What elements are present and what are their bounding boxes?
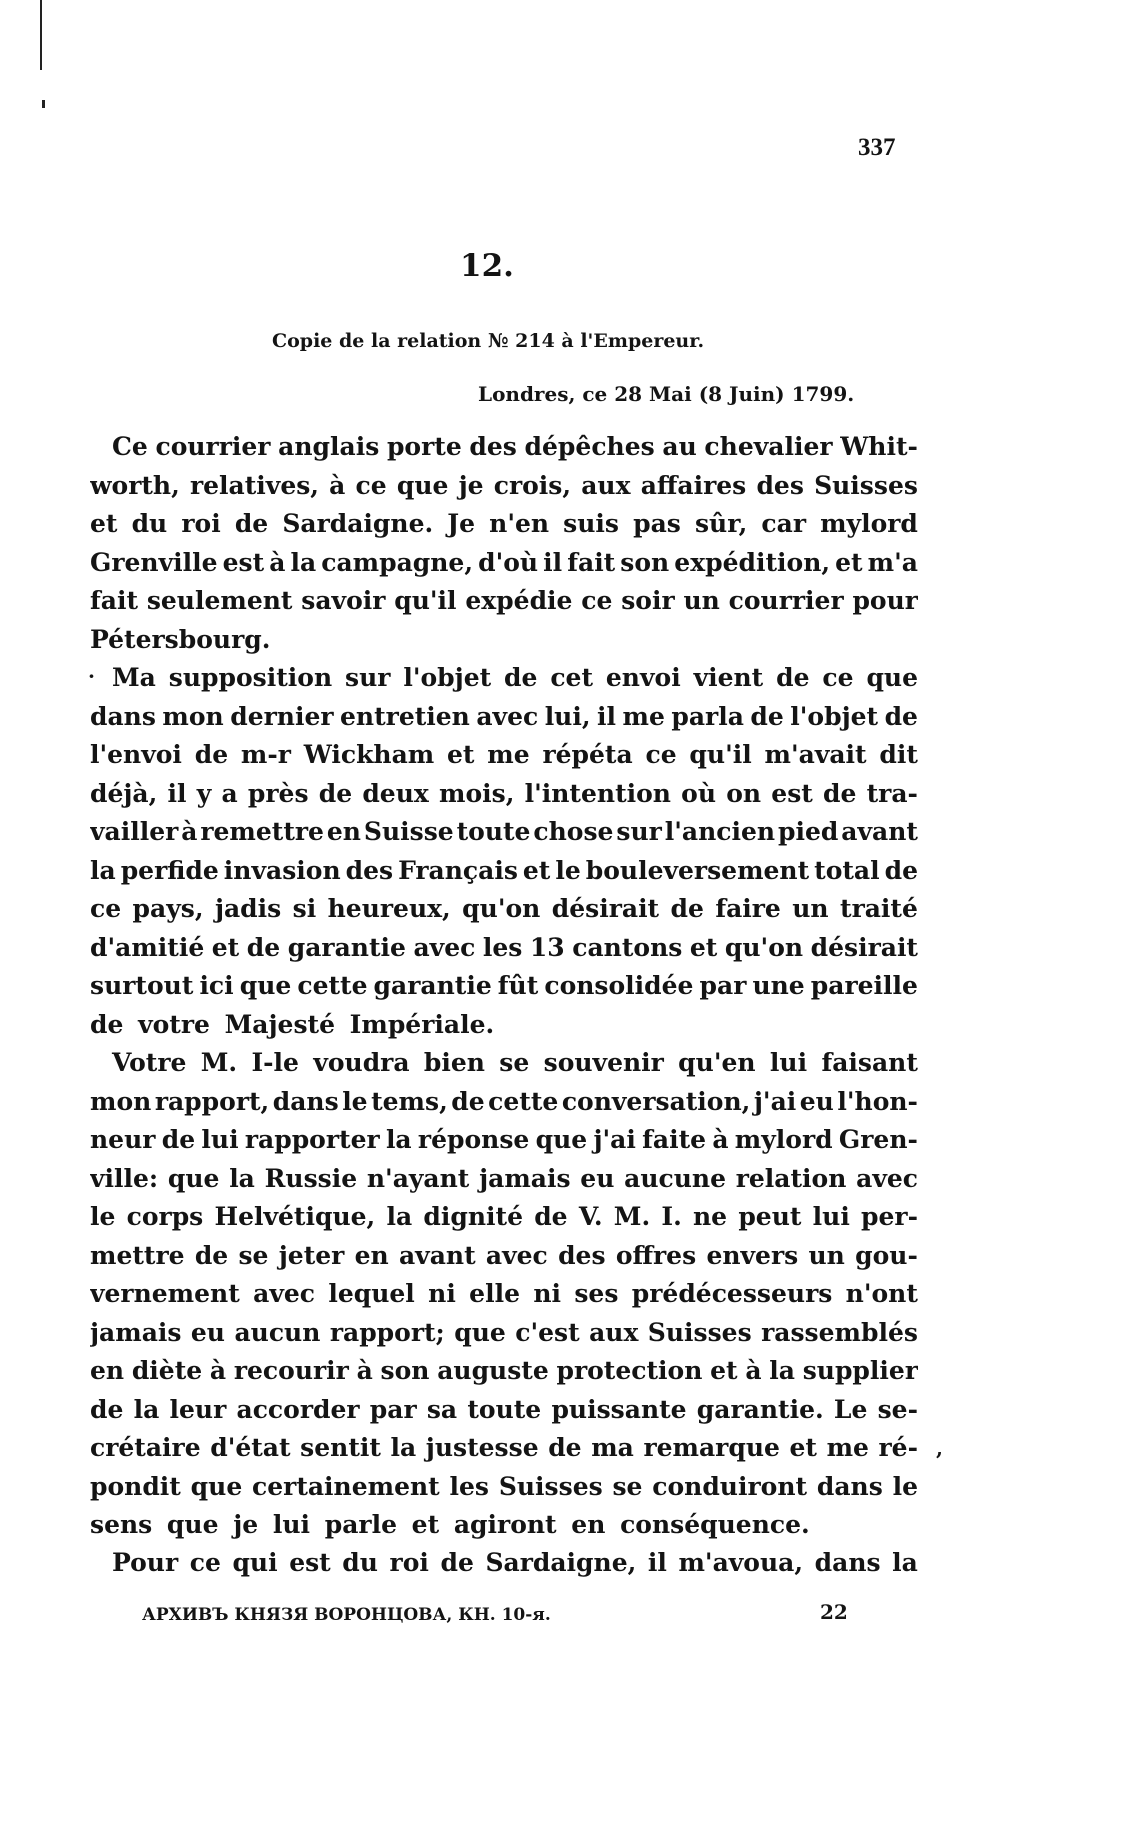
text-line: la perfide invasion des Français et le bouleversement total de xyxy=(90,855,918,885)
text-line: vailler à remettre en Suisse toute chose sur l'ancien pied avant xyxy=(90,817,918,846)
text-line: de votre Majesté Impériale. xyxy=(90,1009,495,1039)
text-line: ce pays, jadis si heureux, qu'on désirait de faire un traité xyxy=(90,894,918,923)
text-line: de la leur accorder par sa toute puissante garantie. Le se- xyxy=(90,1394,918,1424)
text-line: Pour ce qui est du roi de Sardaigne, il m'avoua, dans la xyxy=(112,1548,918,1577)
scan-edge-mark xyxy=(42,100,45,108)
text-line: et du roi de Sardaigne. Je n'en suis pas sûr, car mylord xyxy=(90,509,918,538)
text-line: crétaire d'état sentit la justesse de ma remarque et me ré- xyxy=(90,1433,918,1462)
text-line: le corps Helvétique, la dignité de V. M. I. ne peut lui per- xyxy=(90,1202,918,1231)
page-number: 337 xyxy=(858,134,896,161)
document-number: 12. xyxy=(460,248,514,284)
text-line: worth, relatives, à ce que je crois, aux affaires des Suisses xyxy=(90,470,918,500)
text-line: neur de lui rapporter la réponse que j'ai faite à mylord Gren- xyxy=(90,1125,918,1154)
text-line: ville: que la Russie n'ayant jamais eu aucune relation avec xyxy=(90,1163,918,1193)
paragraph-4 xyxy=(90,1548,918,1587)
text-line: mettre de se jeter en avant avec des offres envers un gou- xyxy=(90,1240,918,1270)
document-title: Copie de la relation № 214 à l'Empereur. xyxy=(272,330,705,352)
margin-dot: · xyxy=(88,664,95,688)
text-line: surtout ici que cette garantie fût consolidée par une pareille xyxy=(90,971,918,1000)
text-line: sens que je lui parle et agiront en conséquence. xyxy=(90,1510,810,1539)
text-line: l'envoi de m-r Wickham et me répéta ce qu'il m'avait dit xyxy=(90,740,918,769)
paragraph-3 xyxy=(90,1048,918,1549)
margin-dot: , xyxy=(936,1436,943,1460)
text-line: fait seulement savoir qu'il expédie ce soir un courrier pour xyxy=(90,586,918,615)
text-line: jamais eu aucun rapport; que c'est aux Suisses rassemblés xyxy=(90,1317,918,1347)
text-line: vernement avec lequel ni elle ni ses prédécesseurs n'ont xyxy=(90,1279,918,1308)
text-line: en diète à recourir à son auguste protection et à la supplier xyxy=(90,1356,918,1385)
text-line: déjà, il y a près de deux mois, l'intention où on est de tra- xyxy=(90,778,918,808)
text-line: Ma supposition sur l'objet de cet envoi vient de ce que xyxy=(112,663,918,692)
text-line: Ce courrier anglais porte des dépêches au chevalier Whit- xyxy=(112,432,918,461)
text-line: Votre M. I-le voudra bien se souvenir qu'en lui faisant xyxy=(112,1048,918,1077)
text-line: pondit que certainement les Suisses se conduiront dans le xyxy=(90,1471,918,1501)
text-line: d'amitié et de garantie avec les 13 cantons et qu'on désirait xyxy=(90,932,918,962)
text-line: Grenville est à la campagne, d'où il fait son expédition, et m'a xyxy=(90,547,918,577)
paragraph-2 xyxy=(90,663,918,1048)
paragraph-1 xyxy=(90,432,918,663)
signature-line: АРХИВЪ КНЯЗЯ ВОРОНЦОВА, КН. 10-я. xyxy=(142,1605,551,1625)
text-line: Pétersbourg. xyxy=(90,624,271,654)
text-line: mon rapport, dans le tems, de cette conversation, j'ai eu l'hon- xyxy=(90,1086,918,1116)
text-line: dans mon dernier entretien avec lui, il me parla de l'objet de xyxy=(90,701,918,731)
sheet-number: 22 xyxy=(820,1600,848,1624)
scan-edge-line xyxy=(40,0,42,70)
dateline: Londres, ce 28 Mai (8 Juin) 1799. xyxy=(478,382,855,406)
